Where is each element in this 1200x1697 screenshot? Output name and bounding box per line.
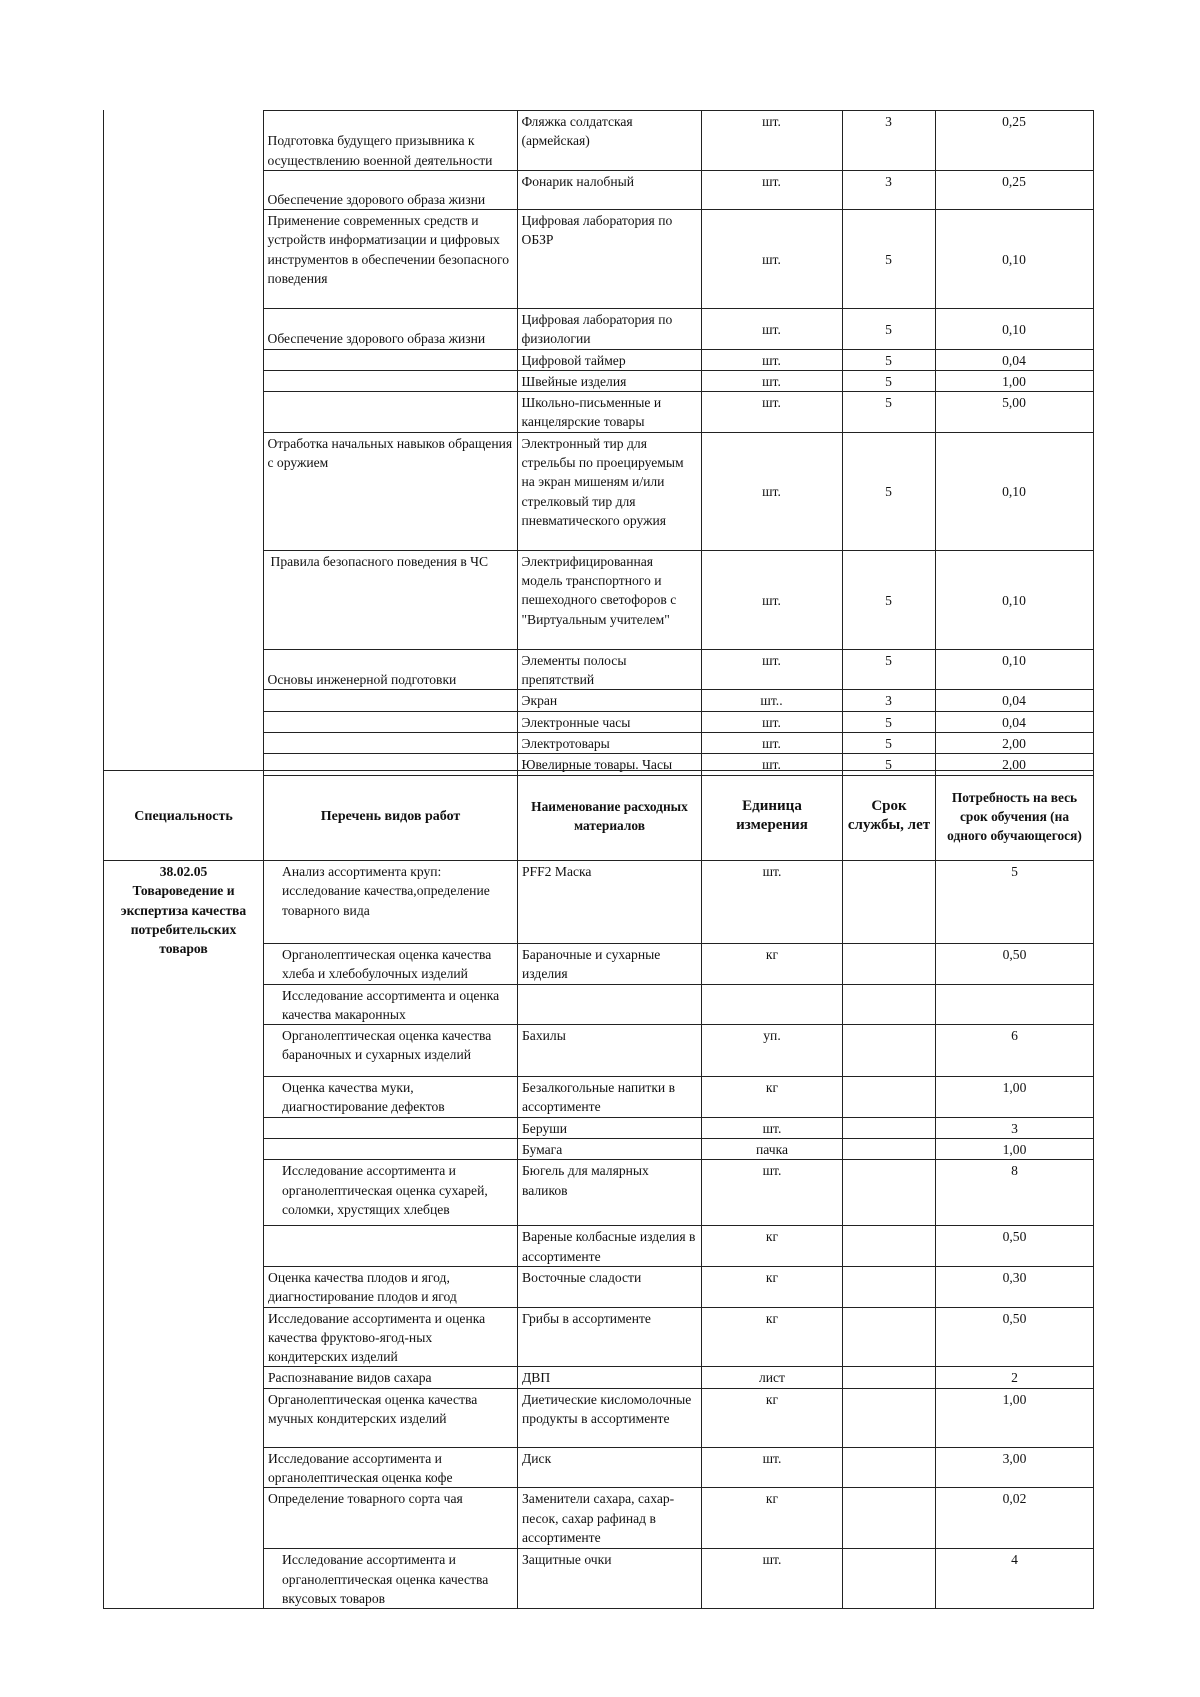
need-cell: 0,10 xyxy=(935,309,1093,350)
service-years-cell xyxy=(843,1388,936,1447)
service-years-cell: 5 xyxy=(842,210,935,309)
work-type-cell: Основы инженерной подготовки xyxy=(263,649,517,690)
need-cell: 5 xyxy=(936,861,1094,944)
unit-cell xyxy=(702,984,843,1025)
unit-cell: уп. xyxy=(702,1025,843,1077)
need-cell: 0,02 xyxy=(936,1488,1094,1549)
unit-cell: шт. xyxy=(701,171,842,210)
need-cell: 0,50 xyxy=(936,1307,1094,1367)
work-type-cell: Анализ ассортимента круп: исследование качества,определение товарного вида xyxy=(264,861,518,944)
table-row xyxy=(103,349,1093,370)
need-cell: 5,00 xyxy=(935,392,1093,433)
unit-cell: шт. xyxy=(701,550,842,649)
work-type-cell: Обеспечение здорового образа жизни xyxy=(263,171,517,210)
service-years-cell: 5 xyxy=(842,754,935,775)
work-type-cell: Исследование ассортимента и органолептическая оценка кофе xyxy=(264,1447,518,1488)
service-years-cell xyxy=(843,1226,936,1267)
need-cell: 0,50 xyxy=(936,944,1094,985)
unit-cell: шт. xyxy=(702,1447,843,1488)
work-type-cell xyxy=(264,1139,518,1160)
service-years-cell xyxy=(843,944,936,985)
table-row xyxy=(103,711,1093,732)
need-cell: 0,10 xyxy=(935,210,1093,309)
service-years-cell: 5 xyxy=(842,392,935,433)
specialty-cell-empty xyxy=(103,370,263,391)
work-type-cell: Распознавание видов сахара xyxy=(264,1367,518,1388)
table-row xyxy=(103,210,1093,309)
specialty-cell-empty xyxy=(103,349,263,370)
material-cell: Бюгель для малярных валиков xyxy=(518,1160,702,1226)
specialty-cell-empty xyxy=(103,690,263,711)
unit-cell: кг xyxy=(702,944,843,985)
service-years-cell xyxy=(843,984,936,1025)
work-type-cell: Органолептическая оценка качества бараночных и сухарных изделий xyxy=(264,1025,518,1077)
need-cell: 4 xyxy=(936,1549,1094,1609)
material-cell: Цифровая лаборатория по физиологии xyxy=(517,309,701,350)
specialty-cell-empty xyxy=(103,432,263,550)
table-row xyxy=(103,370,1093,391)
work-type-cell: Исследование ассортимента и органолептическая оценка качества вкусовых товаров xyxy=(264,1549,518,1609)
need-cell: 6 xyxy=(936,1025,1094,1077)
need-cell: 1,00 xyxy=(936,1388,1094,1447)
unit-cell: шт. xyxy=(701,111,842,171)
specialty-cell-empty xyxy=(103,550,263,649)
work-type-cell xyxy=(263,711,517,732)
unit-cell: шт. xyxy=(702,861,843,944)
material-cell: Бумага xyxy=(518,1139,702,1160)
service-years-cell xyxy=(843,1077,936,1118)
service-years-cell: 5 xyxy=(842,309,935,350)
unit-cell: кг xyxy=(702,1077,843,1118)
specialty-cell-empty xyxy=(103,171,263,210)
unit-cell: кг xyxy=(702,1307,843,1367)
work-type-cell: Исследование ассортимента и оценка качества макаронных xyxy=(264,984,518,1025)
table-row xyxy=(103,111,1093,171)
unit-cell: кг xyxy=(702,1388,843,1447)
work-type-cell: Оценка качества муки, диагностирование дефектов xyxy=(264,1077,518,1118)
material-cell: Цифровая лаборатория по ОБЗР xyxy=(517,210,701,309)
material-cell: Беруши xyxy=(518,1117,702,1138)
material-cell: Фонарик налобный xyxy=(517,171,701,210)
need-cell xyxy=(936,984,1094,1025)
work-type-cell: Подготовка будущего призывника к осуществлению военной деятельности xyxy=(263,111,517,171)
table-row xyxy=(103,392,1093,433)
material-cell: Восточные сладости xyxy=(518,1266,702,1307)
work-type-cell: Оценка качества плодов и ягод, диагностирование плодов и ягод xyxy=(264,1266,518,1307)
need-cell: 0,04 xyxy=(935,690,1093,711)
specialty-cell-empty xyxy=(103,210,263,309)
material-cell: ДВП xyxy=(518,1367,702,1388)
material-cell: Школьно-письменные и канцелярские товары xyxy=(517,392,701,433)
material-cell: Электронные часы xyxy=(517,711,701,732)
table-row xyxy=(103,690,1093,711)
material-cell: Вареные колбасные изделия в ассортименте xyxy=(518,1226,702,1267)
service-years-cell: 3 xyxy=(842,171,935,210)
service-years-cell: 5 xyxy=(842,550,935,649)
unit-cell: шт. xyxy=(702,1117,843,1138)
table-row xyxy=(103,732,1093,753)
work-type-cell xyxy=(264,1117,518,1138)
work-type-cell: Исследование ассортимента и оценка качества фруктово-ягод-ных кондитерских изделий xyxy=(264,1307,518,1367)
service-years-cell: 5 xyxy=(842,432,935,550)
service-years-cell xyxy=(843,861,936,944)
need-cell: 1,00 xyxy=(936,1077,1094,1118)
work-type-cell: Обеспечение здорового образа жизни xyxy=(263,309,517,350)
material-cell: PFF2 Маска xyxy=(518,861,702,944)
unit-cell: шт. xyxy=(701,392,842,433)
service-years-cell: 5 xyxy=(842,649,935,690)
work-type-cell xyxy=(263,349,517,370)
material-cell: Бахилы xyxy=(518,1025,702,1077)
work-type-cell: Органолептическая оценка качества мучных кондитерских изделий xyxy=(264,1388,518,1447)
unit-cell: шт. xyxy=(701,370,842,391)
header-service-years: Срок службы, лет xyxy=(843,771,936,861)
need-cell: 0,10 xyxy=(935,550,1093,649)
specialty-cell-empty xyxy=(103,732,263,753)
service-years-cell: 5 xyxy=(842,349,935,370)
material-cell: Грибы в ассортименте xyxy=(518,1307,702,1367)
work-type-cell: Применение современных средств и устройств информатизации и цифровых инструментов в обеспечении безопасного поведения xyxy=(263,210,517,309)
material-cell: Диетические кисломолочные продукты в ассортименте xyxy=(518,1388,702,1447)
work-type-cell xyxy=(263,690,517,711)
material-cell: Безалкогольные напитки в ассортименте xyxy=(518,1077,702,1118)
work-type-cell: Исследование ассортимента и органолептическая оценка сухарей, соломки, хрустящих хлебцев xyxy=(264,1160,518,1226)
header-unit: Единица измерения xyxy=(702,771,843,861)
material-cell: Диск xyxy=(518,1447,702,1488)
table-row xyxy=(103,309,1093,350)
header-material: Наименование расходных материалов xyxy=(518,771,702,861)
header-need: Потребность на весь срок обучения (на одного обучающегося) xyxy=(936,771,1094,861)
material-cell: Экран xyxy=(517,690,701,711)
need-cell: 0,10 xyxy=(935,649,1093,690)
unit-cell: шт. xyxy=(701,432,842,550)
specialty-cell xyxy=(104,861,264,1609)
service-years-cell xyxy=(843,1488,936,1549)
header-works: Перечень видов работ xyxy=(264,771,518,861)
service-years-cell xyxy=(843,1367,936,1388)
table-row xyxy=(103,649,1093,690)
service-years-cell xyxy=(843,1139,936,1160)
unit-cell: кг xyxy=(702,1226,843,1267)
table-row xyxy=(104,861,1094,944)
service-years-cell: 5 xyxy=(842,370,935,391)
unit-cell: шт. xyxy=(701,754,842,775)
unit-cell: шт. xyxy=(701,711,842,732)
specialty-cell-empty xyxy=(103,309,263,350)
unit-cell: шт.. xyxy=(701,690,842,711)
need-cell: 0,25 xyxy=(935,171,1093,210)
table-row xyxy=(103,432,1093,550)
service-years-cell xyxy=(843,1307,936,1367)
need-cell: 2 xyxy=(936,1367,1094,1388)
work-type-cell xyxy=(263,392,517,433)
material-cell: Электротовары xyxy=(517,732,701,753)
service-years-cell xyxy=(843,1549,936,1609)
need-cell: 0,04 xyxy=(935,349,1093,370)
materials-table-continuation xyxy=(103,110,1094,776)
unit-cell: шт. xyxy=(701,649,842,690)
service-years-cell: 3 xyxy=(842,111,935,171)
service-years-cell xyxy=(843,1266,936,1307)
service-years-cell xyxy=(843,1117,936,1138)
specialty-cell-empty xyxy=(103,111,263,171)
need-cell: 2,00 xyxy=(935,732,1093,753)
material-cell: Бараночные и сухарные изделия xyxy=(518,944,702,985)
work-type-cell: Правила безопасного поведения в ЧС xyxy=(263,550,517,649)
need-cell: 1,00 xyxy=(935,370,1093,391)
specialty-cell-empty xyxy=(103,392,263,433)
need-cell: 1,00 xyxy=(936,1139,1094,1160)
material-cell: Швейные изделия xyxy=(517,370,701,391)
specialty-name: Товароведение и экспертиза качества потребительских товаров xyxy=(120,883,247,957)
unit-cell: шт. xyxy=(701,210,842,309)
unit-cell: лист xyxy=(702,1367,843,1388)
service-years-cell xyxy=(843,1160,936,1226)
material-cell: Фляжка солдатская (армейская) xyxy=(517,111,701,171)
unit-cell: пачка xyxy=(702,1139,843,1160)
specialty-cell-empty xyxy=(103,711,263,732)
work-type-cell: Определение товарного сорта чая xyxy=(264,1488,518,1549)
work-type-cell xyxy=(264,1226,518,1267)
specialty-cell-empty xyxy=(103,649,263,690)
unit-cell: шт. xyxy=(701,309,842,350)
unit-cell: шт. xyxy=(701,732,842,753)
need-cell: 0,04 xyxy=(935,711,1093,732)
work-type-cell xyxy=(263,370,517,391)
material-cell: Заменители сахара, сахар-песок, сахар рафинад в ассортименте xyxy=(518,1488,702,1549)
material-cell: Электрифицированная модель транспортного и пешеходного светофоров с "Виртуальным учителем" xyxy=(517,550,701,649)
need-cell: 0,25 xyxy=(935,111,1093,171)
need-cell: 2,00 xyxy=(935,754,1093,775)
service-years-cell xyxy=(843,1447,936,1488)
unit-cell: шт. xyxy=(702,1160,843,1226)
table-row xyxy=(103,550,1093,649)
service-years-cell: 5 xyxy=(842,711,935,732)
material-cell: Электронный тир для стрельбы по проецируемым на экран мишеням и/или стрелковый тир для пневматического оружия xyxy=(517,432,701,550)
header-specialty: Специальность xyxy=(104,771,264,861)
material-cell: Цифровой таймер xyxy=(517,349,701,370)
need-cell: 0,50 xyxy=(936,1226,1094,1267)
need-cell: 3 xyxy=(936,1117,1094,1138)
service-years-cell xyxy=(843,1025,936,1077)
work-type-cell: Отработка начальных навыков обращения с оружием xyxy=(263,432,517,550)
need-cell: 0,10 xyxy=(935,432,1093,550)
need-cell: 3,00 xyxy=(936,1447,1094,1488)
table-row xyxy=(103,171,1093,210)
unit-cell: шт. xyxy=(702,1549,843,1609)
material-cell: Защитные очки xyxy=(518,1549,702,1609)
work-type-cell xyxy=(263,732,517,753)
need-cell: 0,30 xyxy=(936,1266,1094,1307)
unit-cell: шт. xyxy=(701,349,842,370)
table-header-row xyxy=(104,771,1094,861)
need-cell: 8 xyxy=(936,1160,1094,1226)
materials-table-specialty xyxy=(103,770,1094,1609)
material-cell: Ювелирные товары. Часы xyxy=(517,754,701,775)
service-years-cell: 3 xyxy=(842,690,935,711)
material-cell xyxy=(518,984,702,1025)
work-type-cell: Органолептическая оценка качества хлеба и хлебобулочных изделий xyxy=(264,944,518,985)
specialty-code: 38.02.05 xyxy=(159,864,208,879)
unit-cell: кг xyxy=(702,1488,843,1549)
service-years-cell: 5 xyxy=(842,732,935,753)
material-cell: Элементы полосы препятствий xyxy=(517,649,701,690)
unit-cell: кг xyxy=(702,1266,843,1307)
